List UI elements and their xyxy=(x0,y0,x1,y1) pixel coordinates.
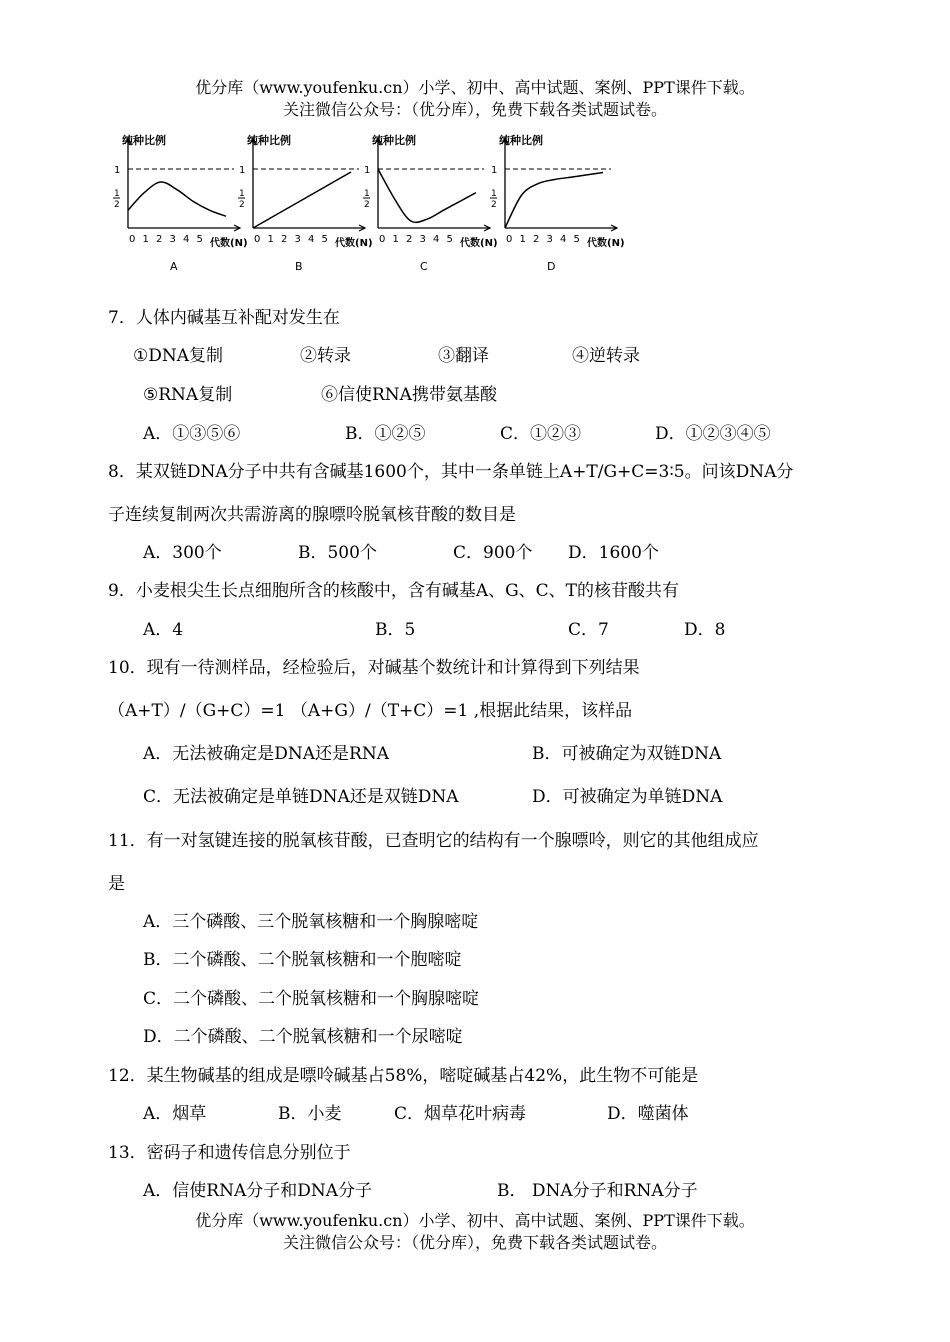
q8-option-b[interactable]: B．500个 xyxy=(298,543,377,563)
chart-b-x-tick-0: 0 xyxy=(254,234,261,245)
q9-option-d[interactable]: D．8 xyxy=(684,620,726,640)
chart-c-y-label: 纯种比例 xyxy=(372,134,416,147)
chart-a-x-tick-0: 0 xyxy=(129,234,136,245)
chart-a-curve xyxy=(128,182,226,216)
chart-b-y-tick-half-den: 2 xyxy=(239,200,245,210)
chart-d-x-tick-0: 0 xyxy=(506,234,513,245)
q7-option-b[interactable]: B．①②⑤ xyxy=(345,424,426,444)
footer-line-2: 关注微信公众号：（优分库），免费下载各类试题试卷。 xyxy=(282,1233,667,1252)
chart-a-x-tick-3: 3 xyxy=(169,234,176,245)
q12-option-d[interactable]: D．噬菌体 xyxy=(607,1104,689,1124)
chart-c-y-tick-one: 1 xyxy=(364,165,371,176)
chart-a-x-tick-4: 4 xyxy=(183,234,190,245)
chart-c-x-label: 代数(N) xyxy=(460,238,498,249)
chart-c-x-tick-1: 1 xyxy=(392,234,399,245)
chart-a-x-tick-1: 1 xyxy=(142,234,149,245)
q7-item-6: ⑥信使RNA携带氨基酸 xyxy=(321,385,497,405)
q12-option-c[interactable]: C．烟草花叶病毒 xyxy=(394,1104,527,1124)
q8-stem-line-1: 8．某双链DNA分子中共有含碱基1600个，其中一条单链上A+T/G+C=3∶5。问该DNA分 xyxy=(108,462,794,482)
chart-d-x-tick-3: 3 xyxy=(546,234,553,245)
chart-c-y-tick-half-den: 2 xyxy=(364,200,370,210)
purity-ratio-figure xyxy=(0,122,950,282)
q13-option-a[interactable]: A．信使RNA分子和DNA分子 xyxy=(143,1181,373,1201)
q10-option-c[interactable]: C．无法被确定是单链DNA还是双链DNA xyxy=(143,787,459,807)
chart-b-y-label: 纯种比例 xyxy=(247,134,291,147)
q7-option-d[interactable]: D．①②③④⑤ xyxy=(655,424,771,444)
chart-b-y-tick-half-num: 1 xyxy=(239,189,245,199)
chart-d-x-tick-1: 1 xyxy=(519,234,526,245)
chart-c-y-tick-half-num: 1 xyxy=(364,189,370,199)
q8-option-d[interactable]: D．1600个 xyxy=(568,543,659,563)
chart-d-x-tick-2: 2 xyxy=(533,234,540,245)
q8-option-c[interactable]: C．900个 xyxy=(453,543,533,563)
chart-d-y-tick-one: 1 xyxy=(491,165,498,176)
q7-item-5: ⑤RNA复制 xyxy=(143,385,233,405)
chart-a-y-tick-one: 1 xyxy=(114,165,121,176)
chart-b-x-tick-2: 2 xyxy=(281,234,288,245)
q7-item-4: ④逆转录 xyxy=(572,346,640,366)
q13-option-b[interactable]: B． DNA分子和RNA分子 xyxy=(497,1181,698,1201)
q7-item-1: ①DNA复制 xyxy=(133,346,224,366)
q12-option-a[interactable]: A．烟草 xyxy=(143,1104,207,1124)
q11-stem-line-2: 是 xyxy=(108,874,125,894)
q7-item-3: ③翻译 xyxy=(438,346,489,366)
chart-a-y-tick-half-den: 2 xyxy=(114,200,120,210)
chart-c-x-tick-2: 2 xyxy=(406,234,413,245)
chart-c-x-tick-3: 3 xyxy=(419,234,426,245)
chart-b-panel-label: B xyxy=(295,260,303,273)
chart-b-curve xyxy=(253,172,351,228)
q10-option-a[interactable]: A．无法被确定是DNA还是RNA xyxy=(143,744,390,764)
q13-stem: 13．密码子和遗传信息分别位于 xyxy=(108,1143,351,1163)
q11-option-b[interactable]: B．二个磷酸、二个脱氧核糖和一个胞嘧啶 xyxy=(143,950,462,970)
q12-stem: 12．某生物碱基的组成是嘌呤碱基占58%，嘧啶碱基占42%，此生物不可能是 xyxy=(108,1066,699,1086)
q11-option-c[interactable]: C．二个磷酸、二个脱氧核糖和一个胸腺嘧啶 xyxy=(143,989,480,1009)
q9-option-b[interactable]: B．5 xyxy=(375,620,416,640)
chart-d-curve xyxy=(505,173,603,229)
chart-b-x-tick-1: 1 xyxy=(267,234,274,245)
chart-c-panel-label: C xyxy=(420,260,428,273)
chart-b-y-tick-one: 1 xyxy=(239,165,246,176)
q10-stem-line-2: （A+T）/（G+C）=1 （A+G）/（T+C）=1 ,根据此结果，该样品 xyxy=(108,701,633,721)
q10-option-b[interactable]: B．可被确定为双链DNA xyxy=(532,744,722,764)
q7-item-2: ②转录 xyxy=(300,346,351,366)
chart-a-y-tick-half-num: 1 xyxy=(114,189,120,199)
chart-c-x-tick-4: 4 xyxy=(433,234,440,245)
chart-d-panel-label: D xyxy=(547,260,556,273)
chart-c-x-tick-5: 5 xyxy=(446,234,453,245)
q11-stem-line-1: 11．有一对氢键连接的脱氧核苷酸，已查明它的结构有一个腺嘌呤，则它的其他组成应 xyxy=(108,831,759,851)
q9-option-c[interactable]: C．7 xyxy=(568,620,609,640)
q10-stem-line-1: 10．现有一待测样品，经检验后，对碱基个数统计和计算得到下列结果 xyxy=(108,658,640,678)
q7-stem: 7．人体内碱基互补配对发生在 xyxy=(108,308,340,328)
q9-option-a[interactable]: A．4 xyxy=(143,620,184,640)
chart-c-x-tick-0: 0 xyxy=(379,234,386,245)
chart-d-y-label: 纯种比例 xyxy=(499,134,543,147)
chart-d-y-tick-half-den: 2 xyxy=(491,200,497,210)
chart-a-x-label: 代数(N) xyxy=(210,238,248,249)
chart-b-x-tick-4: 4 xyxy=(308,234,315,245)
q9-stem: 9．小麦根尖生长点细胞所含的核酸中，含有碱基A、G、C、T的核苷酸共有 xyxy=(108,581,680,601)
header-line-2: 关注微信公众号：（优分库），免费下载各类试题试卷。 xyxy=(282,100,667,119)
chart-b-x-label: 代数(N) xyxy=(335,238,373,249)
chart-a-panel-label: A xyxy=(170,260,178,273)
footer-line-1: 优分库（www.youfenku.cn）小学、初中、高中试题、案例、PPT课件下载。 xyxy=(195,1211,755,1230)
chart-d-x-label: 代数(N) xyxy=(587,238,625,249)
chart-d-x-tick-4: 4 xyxy=(560,234,567,245)
chart-b-x-tick-3: 3 xyxy=(294,234,301,245)
chart-b-x-tick-5: 5 xyxy=(321,234,328,245)
q10-option-d[interactable]: D．可被确定为单链DNA xyxy=(532,787,723,807)
q8-stem-line-2: 子连续复制两次共需游离的腺嘌呤脱氧核苷酸的数目是 xyxy=(108,505,516,525)
q7-option-a[interactable]: A．①③⑤⑥ xyxy=(143,424,241,444)
chart-d-y-tick-half-num: 1 xyxy=(491,189,497,199)
chart-c-curve xyxy=(378,169,476,222)
q11-option-a[interactable]: A．三个磷酸、三个脱氧核糖和一个胸腺嘧啶 xyxy=(143,912,479,932)
chart-a-x-tick-2: 2 xyxy=(156,234,163,245)
q11-option-d[interactable]: D．二个磷酸、二个脱氧核糖和一个尿嘧啶 xyxy=(143,1027,463,1047)
chart-a-y-label: 纯种比例 xyxy=(122,134,166,147)
header-line-1: 优分库（www.youfenku.cn）小学、初中、高中试题、案例、PPT课件下载。 xyxy=(195,78,755,97)
q7-option-c[interactable]: C．①②③ xyxy=(500,424,582,444)
chart-a-x-tick-5: 5 xyxy=(196,234,203,245)
q12-option-b[interactable]: B．小麦 xyxy=(278,1104,342,1124)
q8-option-a[interactable]: A．300个 xyxy=(143,543,222,563)
chart-d-x-tick-5: 5 xyxy=(573,234,580,245)
